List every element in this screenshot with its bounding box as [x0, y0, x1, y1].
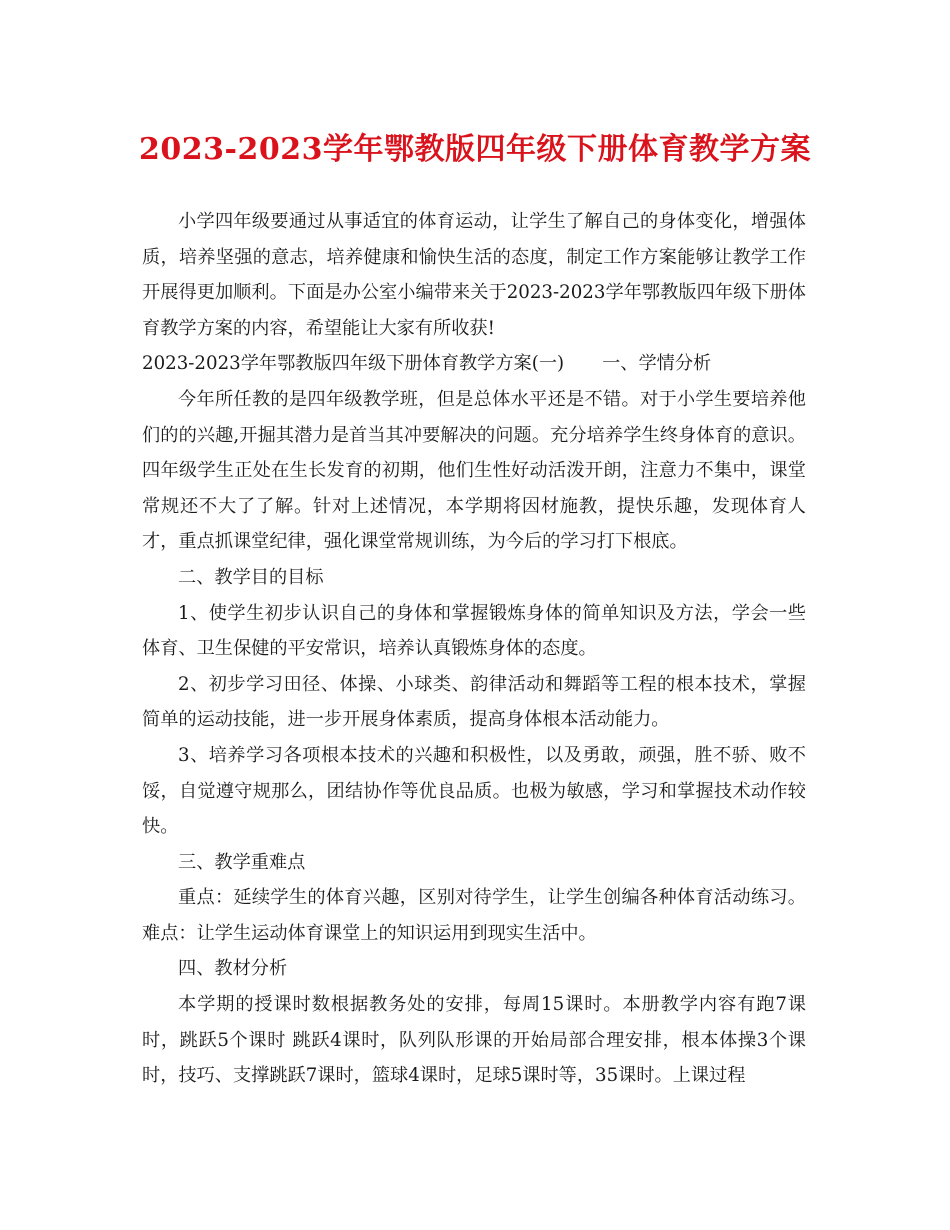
plan-heading: 2023-2023学年鄂教版四年级下册体育教学方案(一)	[142, 353, 565, 375]
section1-paragraph: 今年所任教的是四年级教学班，但是总体水平还是不错。对于小学生要培养他们的的兴趣,开掘其潜力是首当其冲要解决的问题。充分培养学生终身体育的意识。四年级学生正处在生长发育的初期，他们生性好动活泼开朗，注意力不集中，课堂常规还不大了了解。针对上述情况，本学期将因材施教，提快乐趣，发现体育人才，重点抓课堂纪律，强化课堂常规训练，为今后的学习打下根底。	[142, 388, 806, 553]
goal-2-paragraph: 2、初步学习田径、体操、小球类、韵律活动和舞蹈等工程的根本技术，掌握简单的运动技能，进一步开展身体素质，提高身体根本活动能力。	[142, 673, 806, 731]
document-body	[142, 204, 806, 1094]
section4-paragraph: 本学期的授课时数根据教务处的安排，每周15课时。本册教学内容有跑7课时，跳跃5个课时 跳跃4课时，队列队形课的开始局部合理安排，根本体操3个课时，技巧、支撑跳跃7课时，篮球4课时，足球5课时等，35课时。上课过程	[142, 994, 806, 1087]
section2-heading: 二、教学目的目标	[178, 566, 324, 588]
section3-heading: 三、教学重难点	[178, 851, 306, 873]
document-title: 2023-2023学年鄂教版四年级下册体育教学方案	[139, 132, 811, 167]
goal-3-paragraph: 3、培养学习各项根本技术的兴趣和积极性，以及勇敢，顽强，胜不骄、败不馁，自觉遵守规那么，团结协作等优良品质。也极为敏感，学习和掌握技术动作较快。	[142, 744, 806, 838]
plan-heading-line	[142, 346, 806, 382]
section4-heading: 四、教材分析	[178, 958, 288, 980]
section1-heading: 一、学情分析	[602, 353, 712, 375]
goal-1-paragraph: 1、使学生初步认识自己的身体和掌握锻炼身体的简单知识及方法，学会一些体育、卫生保健的平安常识，培养认真锻炼身体的态度。	[142, 602, 806, 660]
intro-paragraph: 小学四年级要通过从事适宜的体育运动，让学生了解自己的身体变化，增强体质，培养坚强的意志，培养健康和愉快生活的态度，制定工作方案能够让教学工作开展得更加顺利。下面是办公室小编带来关于2023-2023学年鄂教版四年级下册体育教学方案的内容，希望能让大家有所收获!	[142, 211, 806, 339]
section3-paragraph: 重点：延续学生的体育兴趣，区别对待学生，让学生创编各种体育活动练习。 难点：让学生运动体育课堂上的知识运用到现实生活中。	[142, 887, 806, 944]
